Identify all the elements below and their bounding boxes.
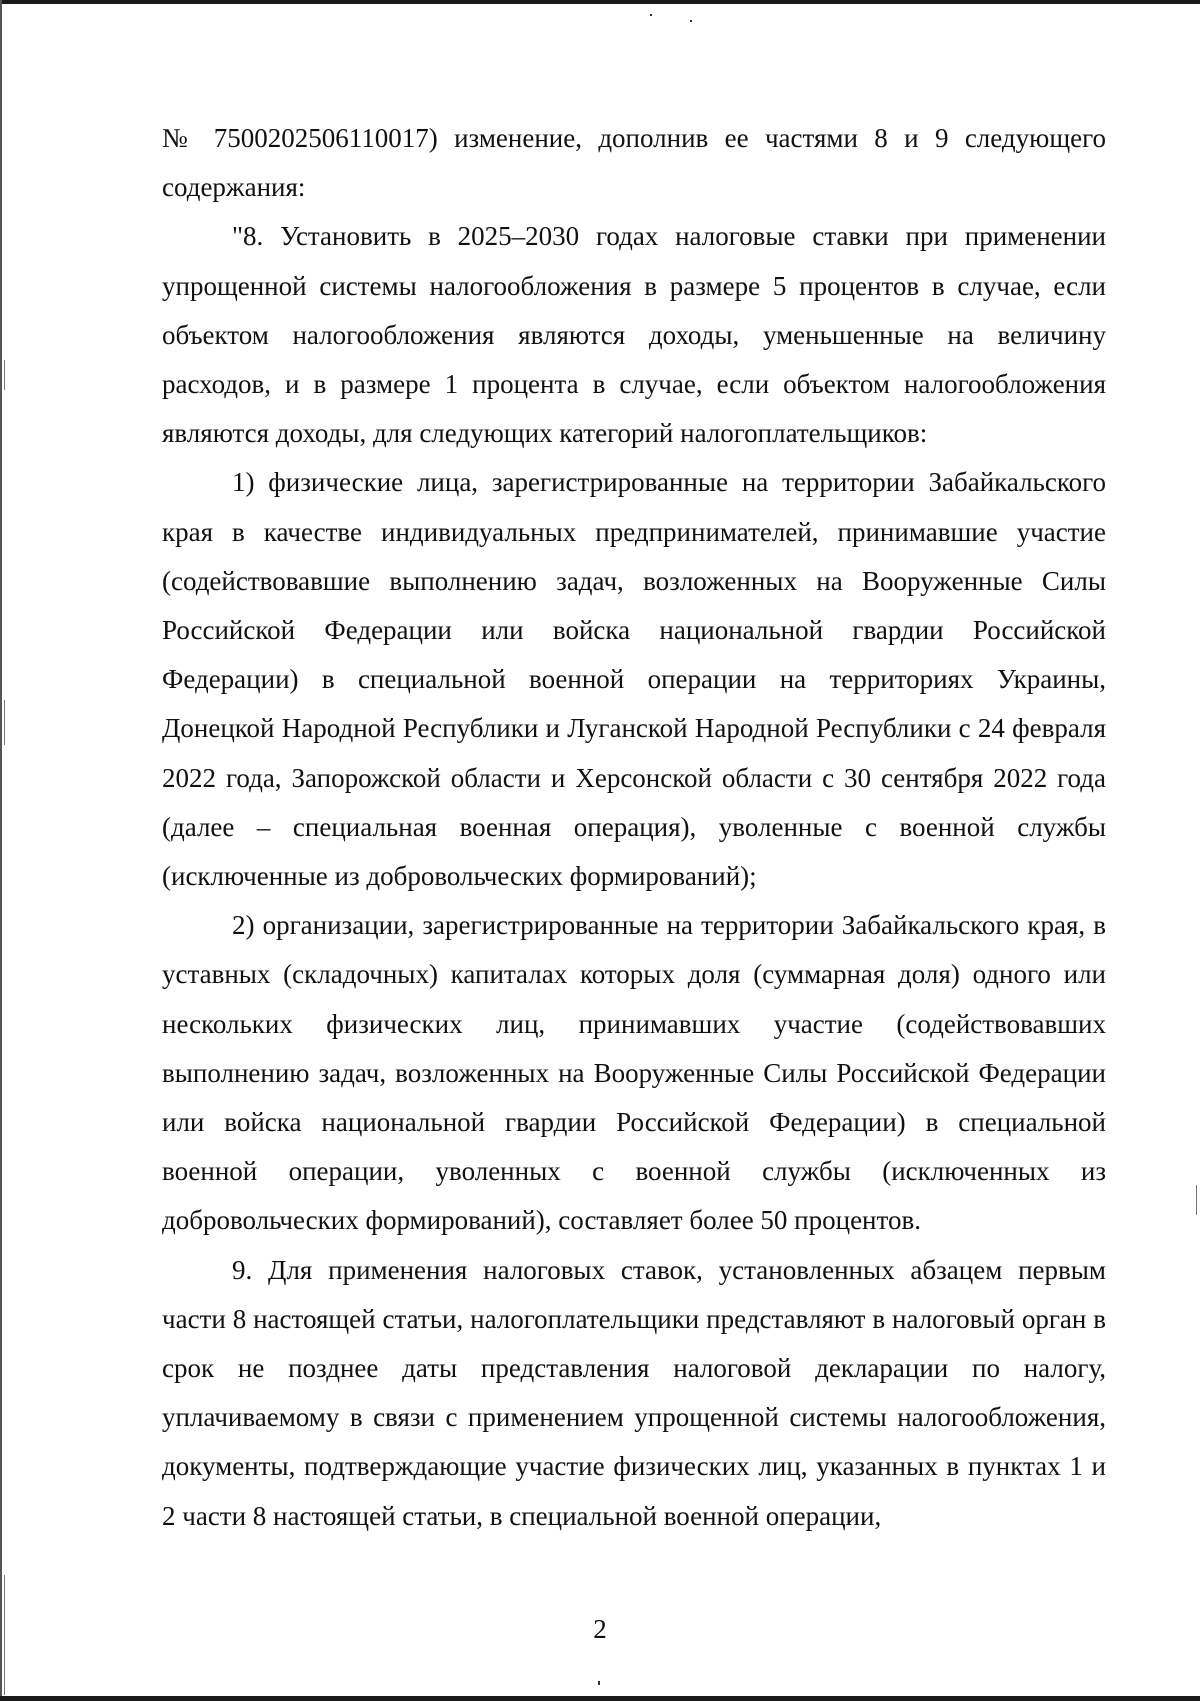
scan-mark xyxy=(4,700,5,745)
scan-edge-bottom xyxy=(0,1696,1200,1701)
scan-mark xyxy=(1196,1185,1197,1215)
scan-speck xyxy=(598,1681,600,1685)
paragraph-item-2: 2) организации, зарегистрированные на территории Забайкальского края, в уставных (складочных) капиталах которых доля (суммарная доля) одного или нескольких физических лиц, принимавших участие (содействовавших выполнению задач, возложенных на Вооруженные Силы Российской Федерации или войска национальной гвардии Российской Федерации) в специальной военной операции, уволенных с военной службы (исключенных из добровольческих формирований), составляет более 50 процентов. xyxy=(162,910,1106,1236)
scan-edge-top xyxy=(0,0,1200,4)
paragraph-continuation: № 7500202506110017) изменение, дополнив ее частями 8 и 9 следующего содержания: xyxy=(162,123,1106,203)
scan-speck xyxy=(690,20,692,22)
scan-mark xyxy=(4,360,5,390)
page-number: 2 xyxy=(593,1614,607,1644)
document-body xyxy=(162,114,1106,1541)
scan-edge-left xyxy=(0,0,2,1701)
paragraph-part-9: 9. Для применения налоговых ставок, установленных абзацем первым части 8 настоящей статьи, налогоплательщики представляют в налоговый орган в срок не позднее даты представления налоговой декларации по налогу, уплачиваемому в связи с применением упрощенной системы налогообложения, документы, подтверждающие участие физических лиц, указанных в пунктах 1 и 2 части 8 настоящей статьи, в специальной военной операции, xyxy=(162,1254,1106,1531)
paragraph-part-8: "8. Установить в 2025–2030 годах налоговые ставки при применении упрощенной системы налогообложения в размере 5 процентов в случае, если объектом налогообложения являются доходы, уменьшенные на величину расходов, и в размере 1 процента в случае, если объектом налогообложения являются доходы, для следующих категорий налогоплательщиков: xyxy=(162,221,1106,449)
paragraph-item-1: 1) физические лица, зарегистрированные на территории Забайкальского края в качестве индивидуальных предпринимателей, принимавшие участие (содействовавшие выполнению задач, возложенных на Вооруженные Силы Российской Федерации или войска национальной гвардии Российской Федерации) в специальной военной операции на территориях Украины, Донецкой Народной Республики и Луганской Народной Республики с 24 февраля 2022 года, Запорожской области и Херсонской области с 30 сентября 2022 года (далее – специальная военная операция), уволенные с военной службы (исключенные из добровольческих формирований); xyxy=(162,467,1106,892)
scan-speck xyxy=(650,14,652,16)
